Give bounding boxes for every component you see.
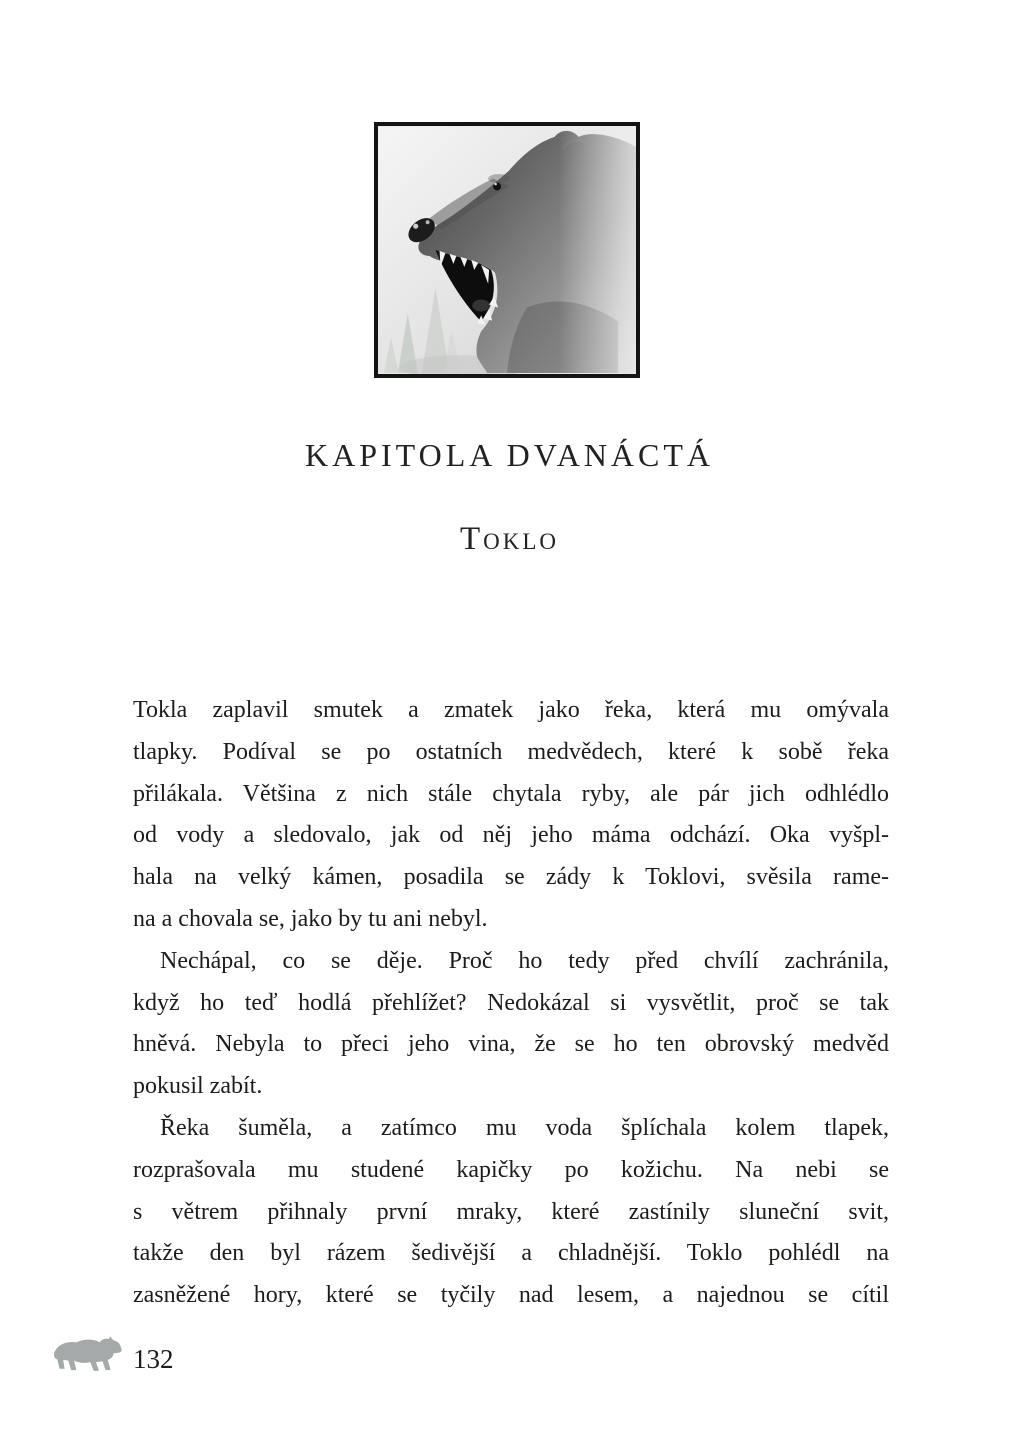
text-line: pokusil zabít. <box>133 1073 263 1100</box>
text-line: hala na velký kámen, posadila se zády k Toklovi, svěsila rame- <box>133 864 889 891</box>
text-line: Řeka šuměla, a zatímco mu voda šplíchala kolem tlapek, <box>160 1114 889 1141</box>
body-text <box>133 690 889 1317</box>
text-line: hněvá. Nebyla to přeci jeho vina, že se ho ten obrovský medvěd <box>133 1031 889 1058</box>
chapter-subtitle: Toklo <box>459 521 560 557</box>
roaring-bear-illustration <box>378 126 636 374</box>
text-line: rozprašovala mu studené kapičky po kožichu. Na nebi se <box>133 1156 889 1183</box>
text-line: Nechápal, co se děje. Proč ho tedy před chvílí zachránila, <box>160 947 889 974</box>
text-line: takže den byl rázem šedivější a chladnější. Toklo pohlédl na <box>133 1240 889 1267</box>
text-line: přilákala. Většina z nich stále chytala ryby, ale pár jich odhlédlo <box>133 780 889 807</box>
page-number: 132 <box>133 1344 174 1374</box>
text-line: tlapky. Podíval se po ostatních medvědech, které k sobě řeka <box>133 738 889 765</box>
chapter-illustration-frame <box>374 122 640 378</box>
chapter-heading: KAPITOLA DVANÁCTÁ <box>304 437 715 473</box>
text-line: s větrem přihnaly první mraky, které zastínily sluneční svit, <box>133 1198 889 1225</box>
text-line: Tokla zaplavil smutek a zmatek jako řeka, která mu omývala <box>133 697 889 723</box>
text-line: zasněžené hory, které se tyčily nad lesem, a najednou se cítil <box>133 1282 889 1309</box>
text-line: když ho teď hodlá přehlížet? Nedokázal si vysvětlit, proč se tak <box>133 989 889 1016</box>
light-fade <box>378 127 636 373</box>
text-line: na a chovala se, jako by tu ani nebyl. <box>133 905 488 932</box>
text-line: od vody a sledovalo, jak od něj jeho máma odchází. Oka vyšpl- <box>133 822 889 849</box>
bear-silhouette-icon <box>50 1334 126 1380</box>
